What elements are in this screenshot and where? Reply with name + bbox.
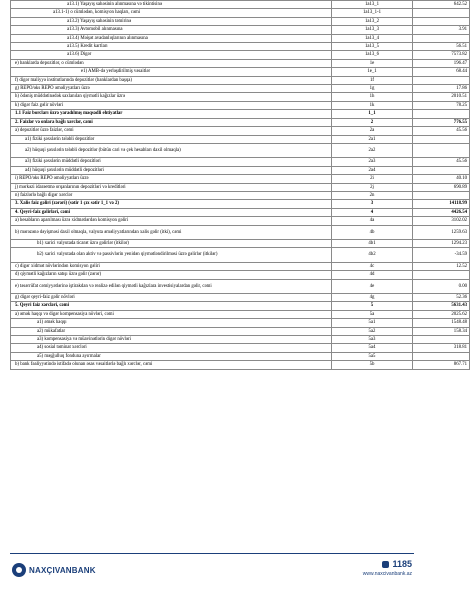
row-value: 642.52 — [413, 1, 470, 9]
row-value — [413, 110, 470, 118]
row-code: 2a4 — [332, 166, 413, 174]
row-value — [413, 34, 470, 42]
row-code: 5 — [332, 302, 413, 310]
table-row — [11, 127, 470, 135]
row-code: 1a13_6 — [332, 51, 413, 59]
table-row — [11, 1, 470, 9]
row-label: e) təsərrüfat cəmiyyətlərinə iştirakdan və realizə edilən qiymətli kağızlara investisiyalardan gəlir, cəmi — [11, 279, 332, 293]
table-row — [11, 110, 470, 118]
row-code: 2a3 — [332, 158, 413, 166]
row-value: 0.00 — [413, 279, 470, 293]
row-label: 5. Qeyri faiz xərcləri, cəmi — [11, 302, 332, 310]
row-label: i) REPO/əks REPO əməliyyatları üzrə — [11, 175, 332, 183]
row-value: 867.71 — [413, 361, 470, 369]
row-label: a1) əmək haqqı — [11, 319, 332, 327]
table-row — [11, 59, 470, 67]
phone-line — [322, 558, 412, 570]
phone-icon — [382, 561, 389, 568]
row-code: 1_1 — [332, 110, 413, 118]
row-value: 5631.43 — [413, 302, 470, 310]
row-label: b) mərəzənə dəyişməsi daxil olmaqla, valyuta əməliyyatlarından xalis gəlir (itki), cəmi — [11, 225, 332, 239]
table-row — [11, 51, 470, 59]
website-link[interactable]: www.naxcivanbank.az — [362, 571, 412, 577]
row-value: -34.59 — [413, 248, 470, 262]
row-value: 52.36 — [413, 293, 470, 301]
row-value: 2010.51 — [413, 93, 470, 101]
table-row — [11, 239, 470, 247]
table-row — [11, 135, 470, 143]
row-code: 1k — [332, 101, 413, 109]
row-code: 3 — [332, 200, 413, 208]
row-label: f) digər maliyyə institutlarında depozitlər (banklardan başqa) — [11, 76, 332, 84]
row-value: 17.86 — [413, 85, 470, 93]
row-label: b) bank fəaliyyətində istifadə olunan əsas vəsaitlərlə bağlı xərclər, cəmi — [11, 361, 332, 369]
row-label: a2) mükafatlar — [11, 327, 332, 335]
report-rows — [11, 1, 470, 370]
footer-divider — [10, 553, 414, 554]
row-value: 4426.54 — [413, 208, 470, 216]
row-code: 2j — [332, 183, 413, 191]
row-label: g) REPO/əks REPO əməliyyatları üzrə — [11, 85, 332, 93]
bank-logo — [12, 560, 112, 580]
row-code: 4b2 — [332, 248, 413, 262]
row-value — [413, 9, 470, 17]
row-label: 1.1 Faiz borcları üzrə yaradılmış məqsədli ehtiyatlar — [11, 110, 332, 118]
row-code: 2n — [332, 191, 413, 199]
table-row — [11, 248, 470, 262]
row-value: 690.89 — [413, 183, 470, 191]
row-label: a3) kompensasiya və müavinətlərin digər növləri — [11, 335, 332, 343]
row-value: 3.91 — [413, 26, 470, 34]
table-row — [11, 9, 470, 17]
row-value: 12.52 — [413, 262, 470, 270]
row-label: a13.6) Digər — [11, 51, 332, 59]
row-code: 5a1 — [332, 319, 413, 327]
table-row — [11, 327, 470, 335]
row-label: k) digər faiz gəlir növləri — [11, 101, 332, 109]
row-value: 78.25 — [413, 101, 470, 109]
row-code: 5a2 — [332, 327, 413, 335]
row-label: a13.1-1) o cümlədən, komisyon haqları, cəmi — [11, 9, 332, 17]
row-value — [413, 166, 470, 174]
table-row — [11, 225, 470, 239]
row-value: 776.55 — [413, 118, 470, 126]
row-label: n) faizlərlə bağlı digər xərclər — [11, 191, 332, 199]
table-row — [11, 200, 470, 208]
row-code: 2 — [332, 118, 413, 126]
row-code: 4g — [332, 293, 413, 301]
row-value — [413, 17, 470, 25]
row-code: 2a — [332, 127, 413, 135]
row-code: 1e_1 — [332, 68, 413, 76]
row-value: 14118.99 — [413, 200, 470, 208]
row-code: 4a — [332, 217, 413, 225]
row-code: 2a1 — [332, 135, 413, 143]
row-code: 5a5 — [332, 352, 413, 360]
row-code: 1a13_4 — [332, 34, 413, 42]
table-row — [11, 34, 470, 42]
row-label: a) depozitlər üzrə faizlər, cəmi — [11, 127, 332, 135]
row-label: b1) xarici valyutada ticarət üzrə gəlirlər (itkilər) — [11, 239, 332, 247]
row-code: 1a13_1 — [332, 1, 413, 9]
row-value — [413, 335, 470, 343]
row-label: a13.1) Yaşayış sahəsinin alınmasına və tikintisinə — [11, 1, 332, 9]
row-label: a2) hüquqi şəxslərin tələbli depozitlər (bütün cari və çek hesabları daxil olmaqla) — [11, 143, 332, 157]
table-row — [11, 279, 470, 293]
row-label: g) digər qeyri-faiz gəlir növləri — [11, 293, 332, 301]
row-code: 4b — [332, 225, 413, 239]
table-row — [11, 85, 470, 93]
table-row — [11, 158, 470, 166]
row-code: 1a13_5 — [332, 43, 413, 51]
row-code: 1a13_3 — [332, 26, 413, 34]
row-label: h) ödəniş müddətinədək saxlanılan qiymətli kağızlar üzrə — [11, 93, 332, 101]
bank-name: NAXÇIVANBANK — [29, 565, 96, 575]
table-row — [11, 143, 470, 157]
row-code: 1a13_1-1 — [332, 9, 413, 17]
row-code: 5a — [332, 310, 413, 318]
row-value: 1548.48 — [413, 319, 470, 327]
row-label: a4) sosial təminat xərcləri — [11, 344, 332, 352]
row-code: 4b1 — [332, 239, 413, 247]
row-label: e) banklarda depozitlər, o cümlədən — [11, 59, 332, 67]
table-row — [11, 352, 470, 360]
row-code: 4d — [332, 271, 413, 279]
table-row — [11, 344, 470, 352]
row-value — [413, 143, 470, 157]
row-label: 3. Xalis faiz gəliri (zərəri) (sətir 1 çıx sətir 1_1 və 2) — [11, 200, 332, 208]
row-value: 318.81 — [413, 344, 470, 352]
table-row — [11, 76, 470, 84]
table-row — [11, 175, 470, 183]
table-row — [11, 262, 470, 270]
row-code: 1g — [332, 85, 413, 93]
table-row — [11, 271, 470, 279]
bank-logo-icon — [12, 563, 26, 577]
row-label: c) digər xidmət növlərindən komisyon gəliri — [11, 262, 332, 270]
row-value — [413, 352, 470, 360]
row-label: a5) məşğulluq fonduna ayırmalar — [11, 352, 332, 360]
page-footer — [0, 550, 424, 599]
report-sheet — [10, 0, 467, 370]
row-value: 45.56 — [413, 127, 470, 135]
row-value — [413, 191, 470, 199]
table-row — [11, 310, 470, 318]
row-code: 4c — [332, 262, 413, 270]
row-label: b2) xarici valyutada olan aktiv və passivlərin yenidən qiymətləndirilməsi üzrə gəlirlər (itkilər) — [11, 248, 332, 262]
table-row — [11, 26, 470, 34]
row-value: 2025.62 — [413, 310, 470, 318]
row-label: a13.5) Kredit kartları — [11, 43, 332, 51]
row-value — [413, 271, 470, 279]
row-label: j) mərkəzi idarəetmə orqanlarının depozitləri və kreditləri — [11, 183, 332, 191]
row-value: 1259.63 — [413, 225, 470, 239]
row-value: 158.34 — [413, 327, 470, 335]
table-row — [11, 17, 470, 25]
table-row — [11, 319, 470, 327]
row-value — [413, 135, 470, 143]
row-label: 2. Faizlər və onlara bağlı xərclər, cəmi — [11, 118, 332, 126]
row-code: 1a13_2 — [332, 17, 413, 25]
table-row — [11, 217, 470, 225]
row-code: 2i — [332, 175, 413, 183]
table-row — [11, 101, 470, 109]
row-code: 4 — [332, 208, 413, 216]
financial-report-table — [10, 0, 470, 370]
phone-number: 1185 — [392, 559, 412, 569]
row-code: 1f — [332, 76, 413, 84]
table-row — [11, 183, 470, 191]
row-label: a13.3) Avtomobil alınmasına — [11, 26, 332, 34]
table-row — [11, 208, 470, 216]
row-label: a13.4) Məişət avadanlıqlarının alınmasına — [11, 34, 332, 42]
row-code: 1h — [332, 93, 413, 101]
row-label: a13.2) Yaşayış sahəsinin təmirinə — [11, 17, 332, 25]
row-label: a) əmək haqqı və digər kompensasiya növləri, cəmi — [11, 310, 332, 318]
row-label: a) hesabların aparılması üzrə xidmətlərdən komisyon gəliri — [11, 217, 332, 225]
table-row — [11, 335, 470, 343]
row-value: 7573.82 — [413, 51, 470, 59]
table-row — [11, 302, 470, 310]
row-value: 68.44 — [413, 68, 470, 76]
row-label: e1) AMB-də yerləşdirilmiş vəsaitlər — [11, 68, 332, 76]
table-row — [11, 361, 470, 369]
row-value: 40.10 — [413, 175, 470, 183]
row-label: a1) fiziki şəxslərin tələbli depozitlər — [11, 135, 332, 143]
row-value — [413, 76, 470, 84]
row-code: 2a2 — [332, 143, 413, 157]
row-value: 196.47 — [413, 59, 470, 67]
row-value: 1294.23 — [413, 239, 470, 247]
row-label: a4) hüquqi şəxslərin müddətli depozitləri — [11, 166, 332, 174]
row-value: 56.51 — [413, 43, 470, 51]
row-label: 4. Qeyri-faiz gəlirləri, cəmi — [11, 208, 332, 216]
table-row — [11, 293, 470, 301]
table-row — [11, 166, 470, 174]
table-row — [11, 191, 470, 199]
table-row — [11, 68, 470, 76]
table-row — [11, 118, 470, 126]
table-row — [11, 93, 470, 101]
row-code: 4e — [332, 279, 413, 293]
row-code: 5a4 — [332, 344, 413, 352]
table-row — [11, 43, 470, 51]
row-code: 5b — [332, 361, 413, 369]
row-value: 3102.02 — [413, 217, 470, 225]
row-code: 1e — [332, 59, 413, 67]
row-label: d) qiymətli kağızların satışı üzrə gəlir (zərər) — [11, 271, 332, 279]
row-value: 45.56 — [413, 158, 470, 166]
row-label: a3) fiziki şəxslərin müddətli depozitləri — [11, 158, 332, 166]
contact-block — [322, 558, 412, 586]
row-code: 5a3 — [332, 335, 413, 343]
